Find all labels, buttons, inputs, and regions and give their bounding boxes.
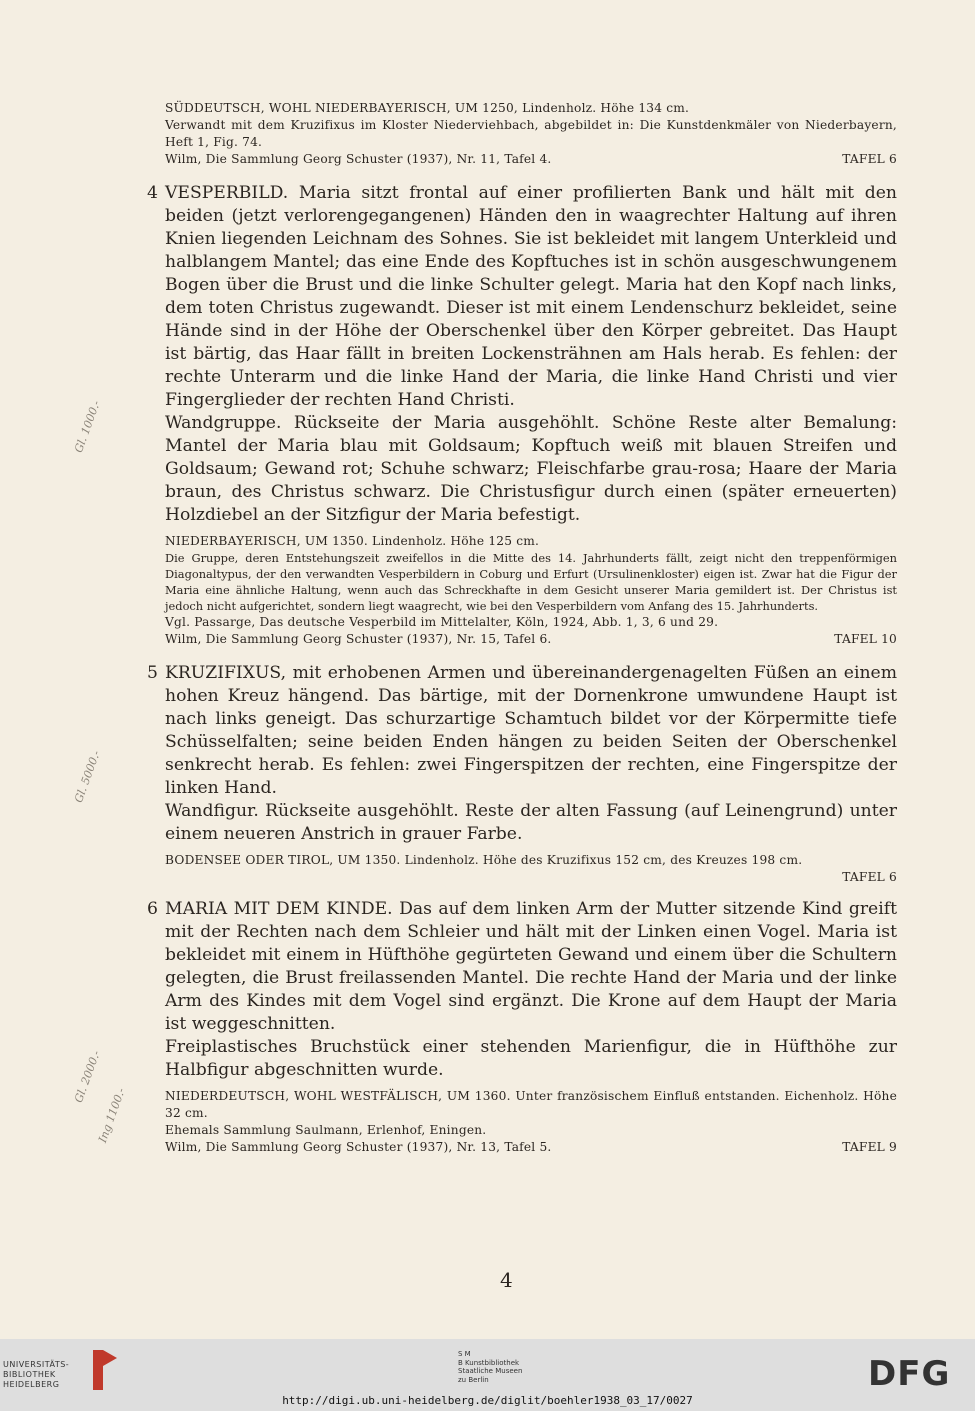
entry-5 <box>147 662 897 886</box>
university-line-3: HEIDELBERG <box>3 1380 60 1389</box>
museum-line-4: zu Berlin <box>458 1375 489 1384</box>
entry-4-reference-row <box>165 631 897 648</box>
dfg-logo: DFG <box>868 1354 951 1394</box>
entry-6-reference: Wilm, Die Sammlung Georg Schuster (1937), Nr. 13, Tafel 5. <box>165 1140 552 1154</box>
entry-6 <box>147 898 897 1156</box>
entry-3-tail <box>165 100 897 168</box>
entry-6-meta: NIEDERDEUTSCH, WOHL WESTFÄLISCH, UM 1360. Unter französischem Einfluß entstanden. Eichenholz. Höhe 32 cm. <box>165 1089 897 1120</box>
entry-4-reference: Wilm, Die Sammlung Georg Schuster (1937), Nr. 15, Tafel 6. <box>165 632 552 646</box>
entry-5-description: KRUZIFIXUS, mit erhobenen Armen und übereinandergenagelten Füßen an einem hohen Kreuz hängend. Das bärtige, mit der Dornenkrone umwundene Haupt ist nach links geneigt. Das schurzartige Schamtuch bildet vor der Körpermitte tiefe Schüsselfalten; seine beiden Enden hängen zu beiden Seiten der Oberschenkel senkrecht herab. Es fehlen: zwei Fingerspitzen der rechten, eine Fingerspitze der linken Hand. <box>165 663 897 798</box>
entry-5-condition: Wandfigur. Rückseite ausgehöhlt. Reste der alten Fassung (auf Leinengrund) unter einem neueren Anstrich in grauer Farbe. <box>165 801 897 844</box>
pencil-note-4: Ing 1100.- <box>96 1086 128 1145</box>
entry-4-meta: NIEDERBAYERISCH, UM 1350. Lindenholz. Höhe 125 cm. <box>165 534 540 548</box>
entry-5-meta: BODENSEE ODER TIROL, UM 1350. Lindenholz. Höhe des Kruzifixus 152 cm, des Kreuzes 198 cm. <box>165 853 803 867</box>
entry-4-tafel: TAFEL 10 <box>834 632 897 646</box>
pencil-note-1: Gl. 1000.- <box>72 398 103 455</box>
source-url[interactable]: http://digi.ub.uni-heidelberg.de/diglit/boehler1938_03_17/0027 <box>282 1394 693 1407</box>
entry-4 <box>147 182 897 648</box>
university-line-2: BIBLIOTHEK <box>3 1370 56 1379</box>
university-line-1: UNIVERSITÄTS- <box>3 1360 70 1369</box>
entry-6-reference-row <box>165 1139 897 1156</box>
entry-4-vgl: Vgl. Passarge, Das deutsche Vesperbild im Mittelalter, Köln, 1924, Abb. 1, 3, 6 und 29. <box>165 615 719 629</box>
entry-5-tafel: TAFEL 6 <box>842 870 897 884</box>
entry-3-tafel: TAFEL 6 <box>842 152 897 166</box>
entry-6-provenance: Ehemals Sammlung Saulmann, Erlenhof, Eningen. <box>165 1123 487 1137</box>
entry-6-number: 6 <box>147 899 158 919</box>
page-number: 4 <box>500 1268 513 1292</box>
entry-3-meta: SÜDDEUTSCH, WOHL NIEDERBAYERISCH, UM 1250, Lindenholz. Höhe 134 cm. <box>165 101 690 115</box>
entry-6-description: MARIA MIT DEM KINDE. Das auf dem linken Arm der Mutter sitzende Kind greift mit der Rechten nach dem Schleier und hält mit der Linken einen Vogel. Maria ist bekleidet mit einem in Hüfthöhe gegürteten Gewand und einem über die Schultern gelegten, die Brust freilassenden Mantel. Die rechte Hand der Maria und der linke Arm des Kindes mit dem Vogel sind ergänzt. Die Krone auf dem Haupt der Maria ist weggeschnitten. <box>165 899 897 1034</box>
entry-6-fragment: Freiplastisches Bruchstück einer stehenden Marienfigur, die in Hüfthöhe zur Halbfigur abgeschnitten wurde. <box>165 1037 897 1080</box>
museum-line-1: S M <box>458 1350 471 1358</box>
page-content <box>147 100 897 1156</box>
entry-4-description: VESPERBILD. Maria sitzt frontal auf einer profilierten Bank und hält mit den beiden (jetzt verlorengegangenen) Händen den in waagrechter Haltung auf ihren Knien liegenden Leichnam des Sohnes. Sie ist bekleidet mit langem Unterkleid und halblangem Mantel; das eine Ende des Kopftuches ist in schön ausgeschwungenem Bogen über die Brust und die linke Schulter gelegt. Maria hat den Kopf nach links, dem toten Christus zugewandt. Dieser ist mit einem Lendenschurz bekleidet, seine Hände sind in der Höhe der Oberschenkel über den Körper gebreitet. Das Haupt ist bärtig, das Haar fällt in breiten Lockensträhnen am Hals herab. Es fehlen: der rechte Unterarm und die linke Hand der Maria, die linke Hand Christi und vier Fingerglieder der rechten Hand Christi. <box>165 183 897 410</box>
university-label <box>3 1360 69 1390</box>
entry-3-reference: Wilm, Die Sammlung Georg Schuster (1937), Nr. 11, Tafel 4. <box>165 152 552 166</box>
entry-4-number: 4 <box>147 183 158 203</box>
entry-5-number: 5 <box>147 663 158 683</box>
museum-line-3: Staatliche Museen <box>458 1367 523 1375</box>
entry-4-painting: Wandgruppe. Rückseite der Maria ausgehöhlt. Schöne Reste alter Bemalung: Mantel der Maria blau mit Goldsaum; Kopftuch weiß mit blauen Streifen und Goldsaum; Gewand rot; Schuhe schwarz; Fleischfarbe grau-rosa; Haare der Maria braun, des Christus schwarz. Die Christusfigur durch einen (später erneuerten) Holzdiebel an der Sitzfigur der Maria befestigt. <box>165 413 897 525</box>
entry-3-related: Verwandt mit dem Kruzifixus im Kloster Niederviehbach, abgebildet in: Die Kunstdenkmäler von Niederbayern, Heft 1, Fig. 74. <box>165 118 897 149</box>
entry-3-reference-row <box>165 151 897 168</box>
entry-4-note: Die Gruppe, deren Entstehungszeit zweifellos in die Mitte des 14. Jahrhunderts fällt, zeigt nicht den treppenförmigen Diagonaltypus, der den verwandten Vesperbildern in Coburg und Erfurt (Ursulinenkloster) eigen ist. Zwar hat die Figur der Maria eine ähnliche Haltung, wenn auch das Schreckhafte in dem Gesicht unserer Maria gemildert ist. Der Christus ist jedoch nicht aufgerichtet, sondern liegt waagrecht, wie bei den Vesperbildern vom Anfang des 15. Jahrhunderts. <box>165 551 897 613</box>
museum-label <box>458 1350 522 1384</box>
pencil-note-2: Gl. 5000.- <box>72 748 103 805</box>
museum-line-2: B Kunstbibliothek <box>458 1358 520 1367</box>
entry-6-tafel: TAFEL 9 <box>842 1140 897 1154</box>
pencil-note-3: Gl. 2000.- <box>72 1048 103 1105</box>
